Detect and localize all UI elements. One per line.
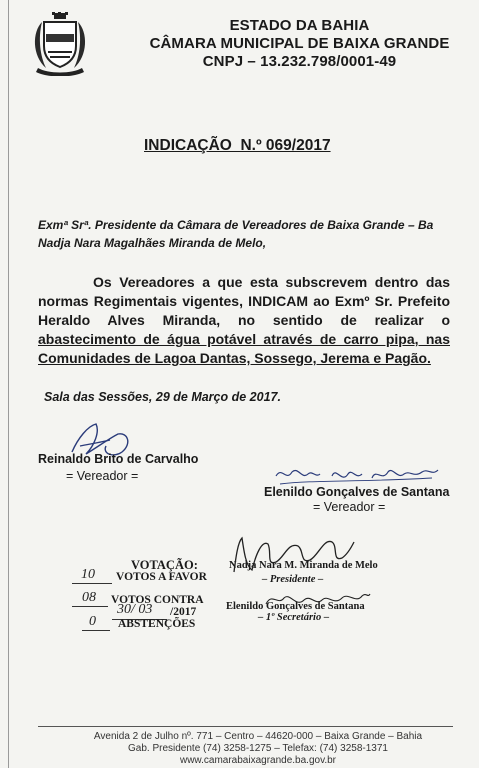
addressee-line-2: Nadja Nara Magalhães Miranda de Melo, (38, 236, 267, 250)
vote-date-year: /2017 (170, 606, 197, 618)
favor-count-underline (72, 583, 112, 584)
place-date: Sala das Sessões, 29 de Março de 2017. (44, 390, 281, 404)
body-text-underlined: abastecimento de água potável através de carro pipa, nas Comunidades de Lagoa Dantas, Sossego, Jerema e Pagão. (38, 331, 450, 366)
president-stamp-name: Nadja Nara M. Miranda de Melo (229, 560, 378, 571)
municipal-seal-icon (30, 12, 90, 76)
signature-president (228, 532, 358, 577)
footer-address: Avenida 2 de Julho nº. 771 – Centro – 44620-000 – Baixa Grande – Bahia (93, 731, 423, 742)
favor-label: VOTOS A FAVOR (116, 571, 207, 583)
body-text-part-1: Os Vereadores a que esta subscrevem dentro das normas Regimentais vigentes, INDICAM ao Exmº Sr. Prefeito Heraldo Alves Miranda, no sentido de realizar o (38, 274, 450, 328)
header-cnpj: CNPJ – 13.232.798/0001-49 (202, 53, 397, 70)
document-title: INDICAÇÃO N.º 069/2017 (144, 137, 331, 154)
addressee-line-1: Exmª Srª. Presidente da Câmara de Vereadores de Baixa Grande – Ba (38, 218, 434, 232)
contra-count: 08 (82, 590, 96, 605)
abstention-label: ABSTENÇÕES (118, 618, 196, 630)
vote-date-handwritten: 30/ 03 (117, 602, 153, 617)
favor-count: 10 (81, 567, 95, 582)
signatory-2-name: Elenildo Gonçalves de Santana (264, 485, 450, 499)
secretary-stamp-role: – 1º Secretário – (258, 612, 330, 623)
contra-count-underline (72, 606, 108, 607)
footer-separator (38, 726, 453, 727)
signatory-1-role: = Vereador = (66, 469, 139, 483)
signature-secretary (262, 588, 372, 613)
contra-label: VOTOS CONTRA (111, 594, 204, 606)
secretary-stamp-name: Elenildo Gonçalves de Santana (226, 601, 365, 612)
header-chamber: CÂMARA MUNICIPAL DE BAIXA GRANDE (149, 35, 450, 52)
signatory-1-name: Reinaldo Brito de Carvalho (38, 452, 199, 466)
voting-title: VOTAÇÃO: (131, 558, 198, 572)
page-edge-line (8, 0, 9, 768)
header-state: ESTADO DA BAHIA (229, 17, 370, 34)
signatory-2-role: = Vereador = (313, 500, 386, 514)
abstention-count-underline (82, 630, 110, 631)
president-stamp-role: – Presidente – (262, 574, 324, 585)
footer-website: www.camarabaixagrande.ba.gov.br (179, 755, 336, 766)
footer-phones: Gab. Presidente (74) 3258-1275 – Telefax: (74) 3258-1371 (128, 743, 388, 754)
abstention-count: 0 (89, 614, 96, 629)
indication-body (38, 273, 450, 368)
